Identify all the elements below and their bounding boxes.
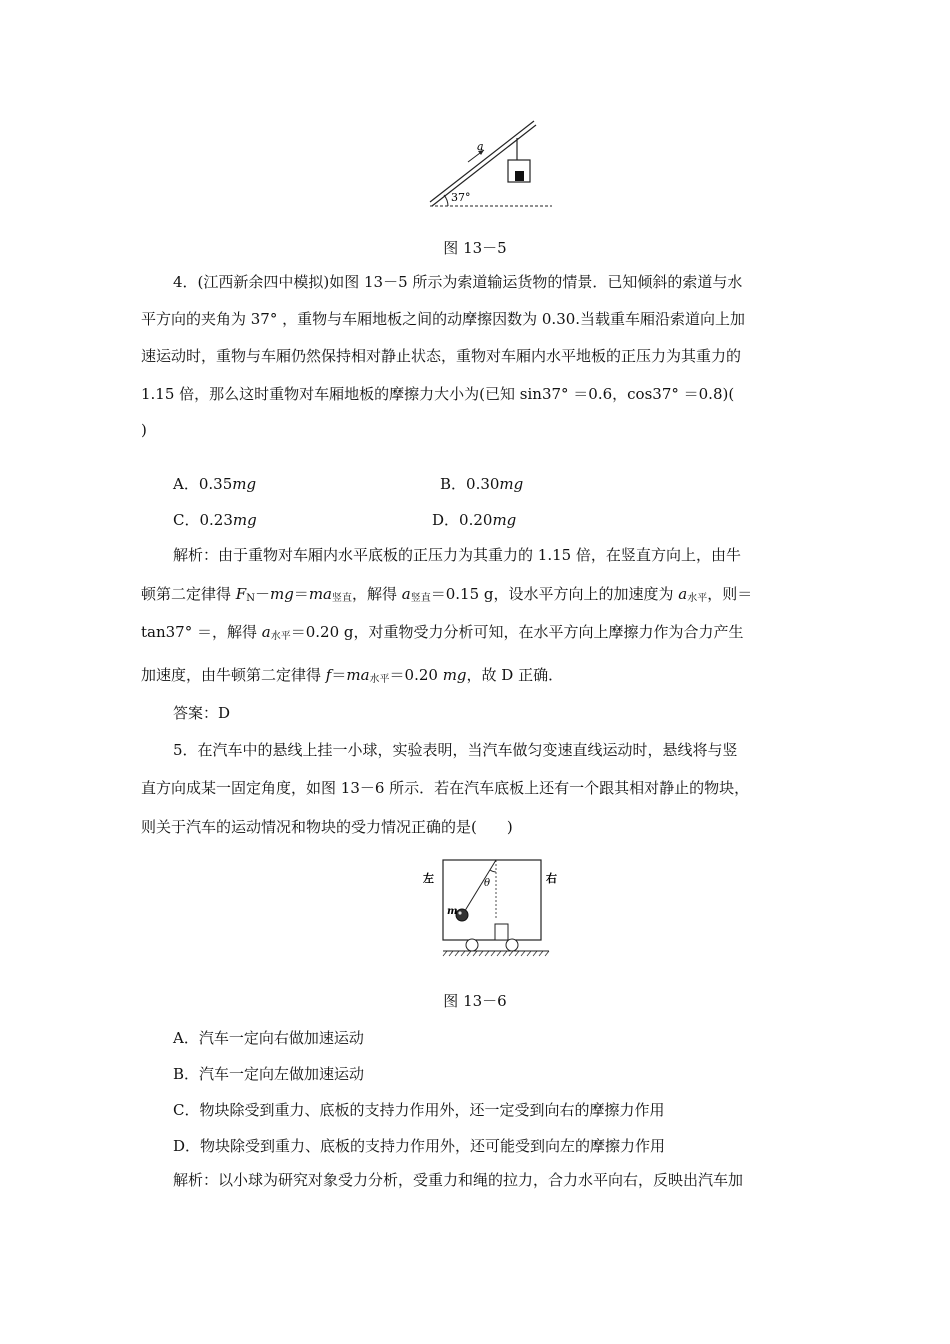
q4-answer: 答案：D <box>173 704 231 722</box>
q4-analysis-line-1: 解析：由于重物对车厢内水平底板的正压力为其重力的 1.15 倍，在竖直方向上，由牛 <box>173 546 741 564</box>
q4-option-b-text: B．0.30 <box>440 475 500 493</box>
angle-label: 37° <box>451 191 471 204</box>
q4-analysis-line-2: 顿第二定律得 $F_N-mg=ma_{竖直}$，解得 $a_{竖直}=0.15$ g，设水平方向上的加速度为 $a_{水平}$，则＝ <box>141 585 753 604</box>
acceleration-label: a <box>477 140 484 153</box>
q4-option-c <box>173 509 257 530</box>
q4-line-3: 速运动时，重物与车厢仍然保持相对静止状态，重物对车厢内水平地板的正压力为其重力的 <box>141 347 742 365</box>
q4-option-d-text: D．0.20 <box>432 511 493 529</box>
q4-line-2: 平方向的夹角为 37° ，重物与车厢地板之间的动摩擦因数为 0.30.当载重车厢沿索道向上加 <box>141 310 746 328</box>
q4-option-b <box>440 473 523 494</box>
right-label: 右 <box>546 872 557 885</box>
figure-13-5-caption: 图 13－5 <box>443 239 507 257</box>
q5-line-1: 5．在汽车中的悬线上挂一小球，实验表明，当汽车做匀变速直线运动时，悬线将与竖 <box>173 741 738 759</box>
mass-label: m <box>447 906 458 917</box>
cargo-block <box>515 171 524 181</box>
q4-option-d-unit: mg <box>492 511 517 529</box>
q5-analysis-line-1: 解析：以小球为研究对象受力分析，受重力和绳的拉力，合力水平向右，反映出汽车加 <box>173 1171 744 1189</box>
q5-option-c: C．物块除受到重力、底板的支持力作用外，还一定受到向右的摩擦力作用 <box>173 1101 665 1119</box>
pendulum-ball-highlight <box>458 911 461 914</box>
theta-label: θ <box>484 878 491 889</box>
q4-option-a <box>173 473 256 494</box>
q4-option-b-unit: mg <box>499 475 524 493</box>
q4-line-4: 1.15 倍，那么这时重物对车厢地板的摩擦力大小为(已知 sin37° ＝0.6，cos37° ＝0.8)( <box>141 385 735 403</box>
car-pendulum-figure <box>415 852 565 962</box>
q5-option-b: B．汽车一定向左做加速运动 <box>173 1065 365 1083</box>
angle-arc <box>444 195 448 206</box>
ground-hatching <box>443 951 549 956</box>
q4-option-a-text: A．0.35 <box>173 475 233 493</box>
figure-13-6-caption: 图 13－6 <box>443 992 507 1010</box>
q4-option-d <box>432 509 516 530</box>
q5-option-a: A．汽车一定向右做加速运动 <box>173 1029 364 1047</box>
car-body <box>443 860 541 940</box>
q4-analysis-line-3: tan37° ＝，解得 $a_{水平}=0.20$ g，对重物受力分析可知，在水平方向上摩擦力作为合力产生 <box>141 623 744 642</box>
q4-option-c-unit: mg <box>232 511 257 529</box>
left-label: 左 <box>423 872 434 885</box>
q4-line-1: 4．(江西新余四中模拟)如图 13－5 所示为索道输运货物的情景．已知倾斜的索道与水 <box>173 273 743 291</box>
floor-block <box>495 924 508 940</box>
q4-option-a-unit: mg <box>232 475 257 493</box>
car-wheel-left <box>466 939 478 951</box>
incline-cable-car-figure <box>420 110 560 215</box>
car-wheel-right <box>506 939 518 951</box>
pendulum-ball <box>456 909 468 921</box>
q5-line-3: 则关于汽车的运动情况和物块的受力情况正确的是( ) <box>141 818 513 836</box>
q5-line-2: 直方向成某一固定角度，如图 13－6 所示．若在汽车底板上还有一个跟其相对静止的物块， <box>141 779 750 797</box>
q4-line-5: ) <box>141 421 147 439</box>
q5-option-d: D．物块除受到重力、底板的支持力作用外，还可能受到向左的摩擦力作用 <box>173 1137 666 1155</box>
q4-analysis-line-4: 加速度，由牛顿第二定律得 $f=ma_{水平}=0.20$ mg，故 D 正确． <box>141 666 564 685</box>
q4-option-c-text: C．0.23 <box>173 511 233 529</box>
